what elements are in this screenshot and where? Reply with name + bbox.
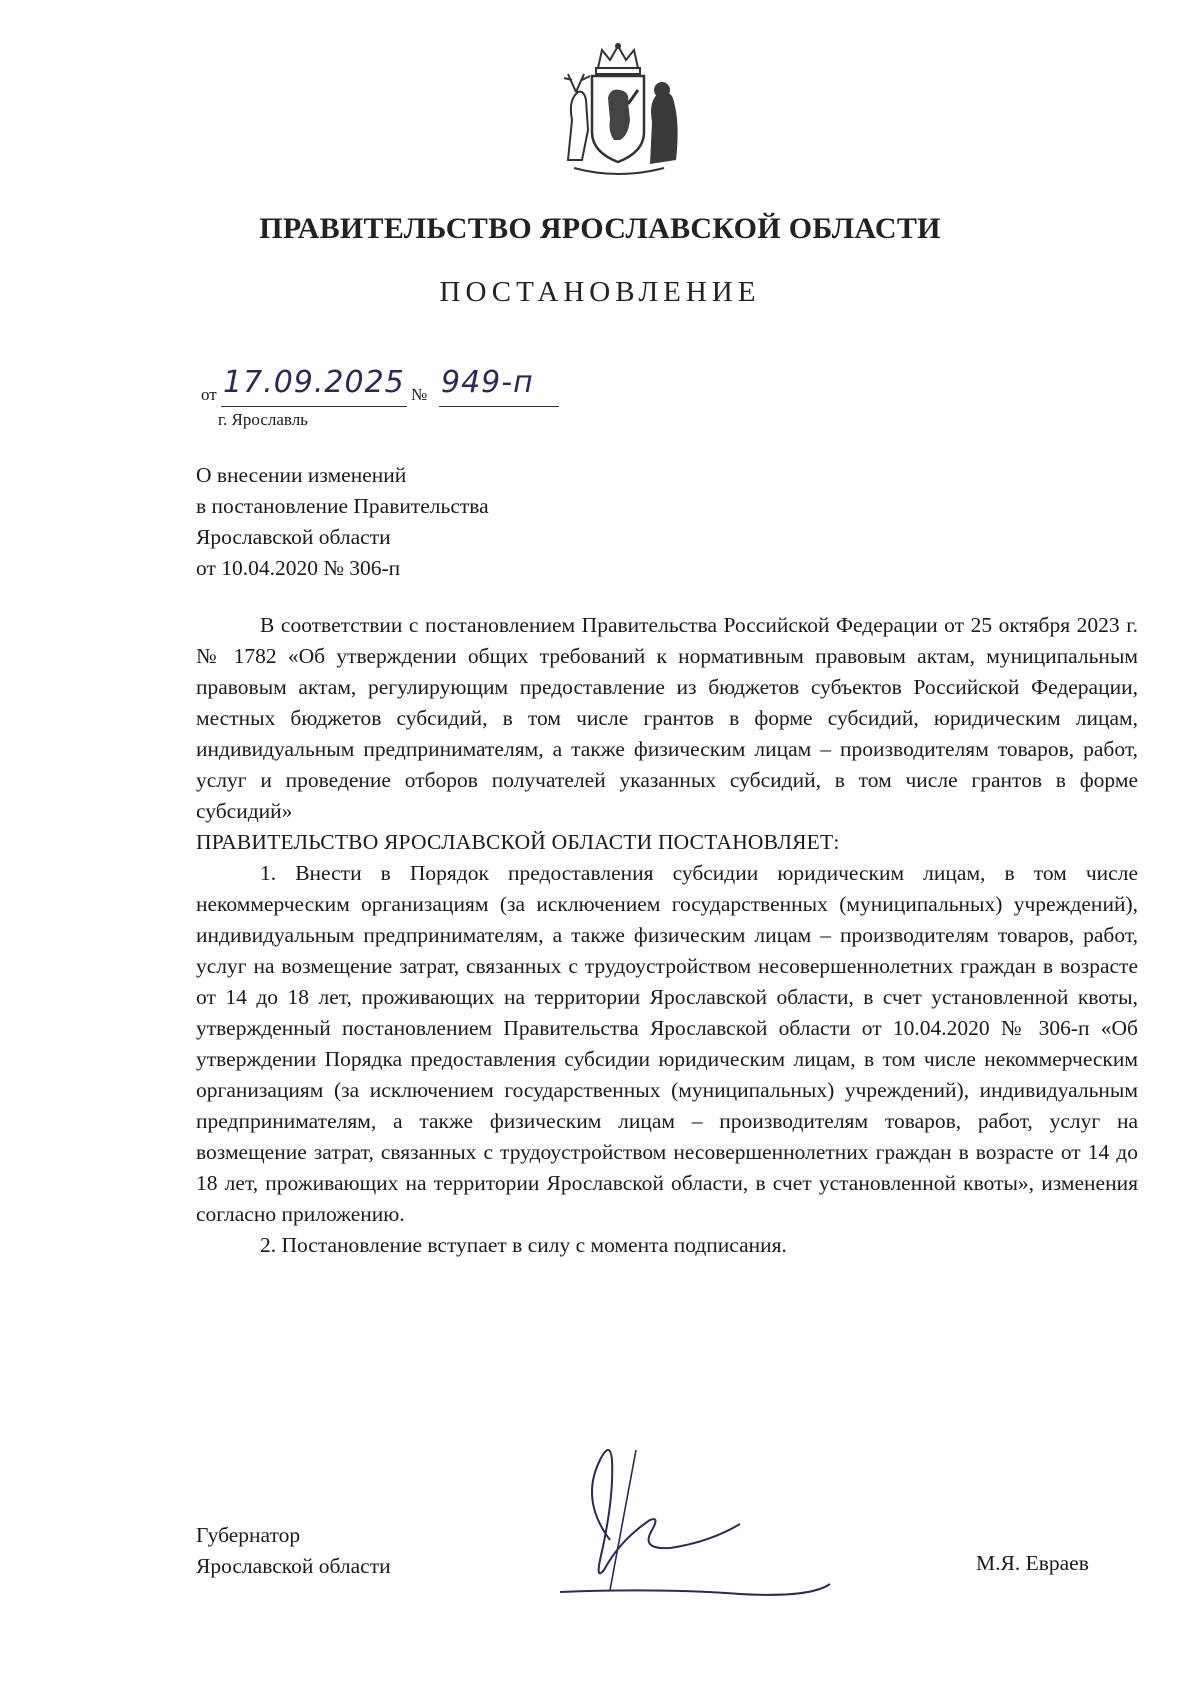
- item-2-paragraph: 2. Постановление вступает в силу с момента подписания.: [260, 1233, 787, 1257]
- signer-name: М.Я. Евраев: [976, 1551, 1089, 1575]
- handwritten-signature: [540, 1420, 920, 1610]
- subject-line: О внесении изменений: [196, 463, 407, 487]
- subject-line: Ярославской области: [196, 525, 391, 549]
- subject-block: [196, 460, 489, 584]
- handwritten-number: 949-п: [441, 365, 534, 400]
- number-underline: [439, 406, 559, 407]
- position-line: Губернатор: [196, 1523, 301, 1547]
- city: г. Ярославль: [218, 410, 308, 429]
- number-label: №: [411, 385, 428, 404]
- item-1-paragraph: 1. Внести в Порядок предоставления субсидии юридическим лицам, в том числе некоммерческим организациям (за исключением государственных (муниципальных) учреждений), индивидуальным предпринимателям, а также физическим лицам – производителям товаров, работ, услуг на возмещение затрат, связанных с трудоустройством несовершеннолетних граждан в возрасте от 14 до 18 лет, проживающих на территории Ярославской области, в счет установленной квоты, утвержденный постановлением Правительства Ярославской области от 10.04.2020 № 306-п «Об утверждении Порядка предоставления субсидии юридическим лицам, в том числе некоммерческим организациям (за исключением государственных (муниципальных) учреждений), индивидуальным предпринимателям, а также физическим лицам – производителям товаров, работ, услуг на возмещение затрат, связанных с трудоустройством несовершеннолетних граждан в возрасте от 14 до 18 лет, проживающих на территории Ярославской области, в счет установленной квоты», изменения согласно приложению.: [196, 861, 1138, 1226]
- preamble-paragraph: В соответствии с постановлением Правительства Российской Федерации от 25 октября 2023 г. № 1782 «Об утверждении общих требований к нормативным правовым актам, муниципальным правовым актам, регулирующим предоставление из бюджетов субъектов Российской Федерации, местных бюджетов субсидий, в том числе грантов в форме субсидий, юридическим лицам, индивидуальным предпринимателям, а также физическим лицам – производителям товаров, работ, услуг и проведение отборов получателей указанных субсидий, в том числе грантов в форме субсидий»: [196, 613, 1138, 823]
- subject-line: в постановление Правительства: [196, 494, 489, 518]
- date-underline: [221, 406, 407, 407]
- registration-line: [201, 365, 601, 405]
- coat-of-arms-icon: [538, 40, 698, 180]
- handwritten-date: 17.09.2025: [223, 365, 405, 400]
- document-type: ПОСТАНОВЛЕНИЕ: [439, 276, 761, 308]
- organization-title: ПРАВИТЕЛЬСТВО ЯРОСЛАВСКОЙ ОБЛАСТИ: [259, 212, 941, 245]
- date-prefix: от: [201, 385, 217, 404]
- position-line: Ярославской области: [196, 1554, 391, 1578]
- document-body: [196, 610, 1138, 1261]
- resolution-heading: ПРАВИТЕЛЬСТВО ЯРОСЛАВСКОЙ ОБЛАСТИ ПОСТАНОВЛЯЕТ:: [196, 830, 840, 854]
- signer-position: [196, 1520, 391, 1582]
- subject-line: от 10.04.2020 № 306-п: [196, 556, 401, 580]
